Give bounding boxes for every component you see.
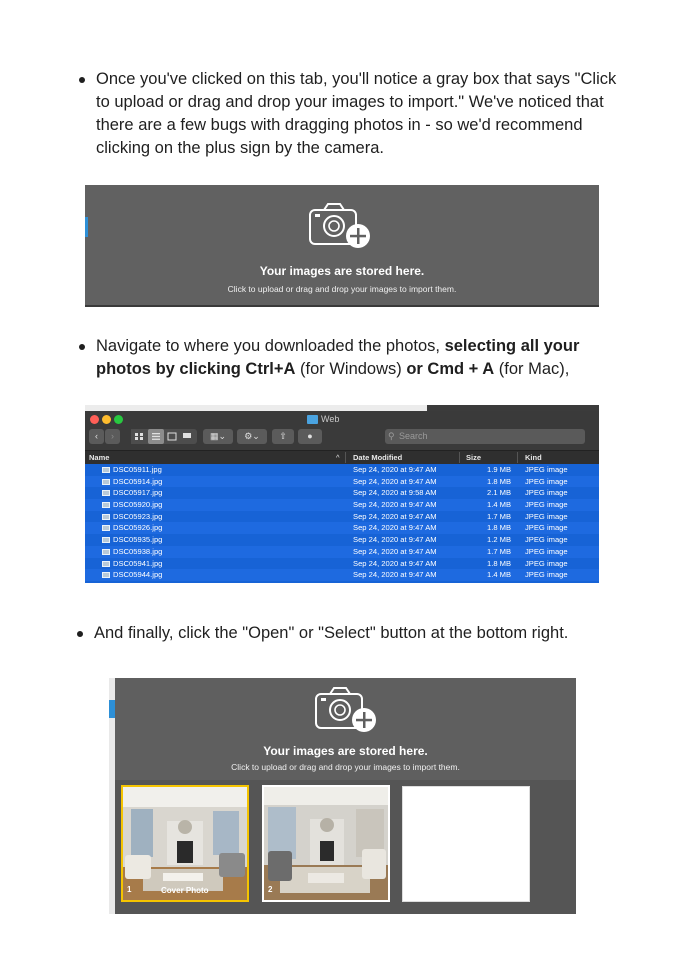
image-file-icon	[102, 525, 110, 531]
camera-plus-icon[interactable]	[313, 684, 383, 736]
file-kind: JPEG image	[525, 476, 568, 486]
instruction-step-1	[79, 68, 619, 160]
file-date: Sep 24, 2020 at 9:47 AM	[353, 570, 437, 580]
bullet-point	[77, 631, 83, 637]
step-3-text: And finally, click the "Open" or "Select" button at the bottom right.	[94, 624, 569, 642]
file-list	[85, 464, 599, 581]
file-date: Sep 24, 2020 at 9:47 AM	[353, 546, 437, 556]
image-file-icon	[102, 490, 110, 496]
instruction-step-3	[77, 622, 617, 645]
step-2-bold-b: or Cmd + A	[406, 360, 495, 378]
partial-file-row	[85, 581, 599, 583]
file-size: 1.2 MB	[487, 535, 512, 545]
file-kind: JPEG image	[525, 511, 568, 521]
search-input[interactable]	[385, 429, 585, 444]
blue-tab-indicator	[109, 700, 115, 718]
icon-view-icon[interactable]	[131, 429, 197, 444]
photo-thumbnail[interactable]	[121, 785, 249, 902]
step-2-text-a: Navigate to where you downloaded the photos,	[96, 337, 445, 355]
step-2-text-c: (for Mac),	[494, 360, 570, 378]
file-row[interactable]	[85, 464, 599, 476]
image-file-icon	[102, 561, 110, 567]
file-name: DSC05935.jpg	[113, 535, 163, 545]
minimize-window-button[interactable]	[102, 415, 111, 424]
thumbnail-number: 2	[268, 885, 273, 894]
step-2-text-b: (for Windows)	[295, 360, 407, 378]
column-kind[interactable]: Kind	[525, 453, 542, 462]
folder-icon	[307, 415, 318, 424]
file-size: 1.4 MB	[487, 500, 512, 510]
image-file-icon	[102, 479, 110, 485]
file-name: DSC05926.jpg	[113, 523, 163, 533]
file-name: DSC05914.jpg	[113, 476, 163, 486]
file-size: 1.7 MB	[487, 511, 512, 521]
upload-dropzone-screenshot	[85, 185, 599, 307]
camera-plus-icon[interactable]	[307, 200, 377, 252]
bullet-point	[79, 77, 85, 83]
instruction-step-2	[79, 335, 619, 381]
file-date: Sep 24, 2020 at 9:47 AM	[353, 511, 437, 521]
step-2-bold-a: selecting all your photos by clicking Ctrl+A	[96, 337, 580, 378]
upload-subtitle[interactable]: Click to upload or drag and drop your images to import them.	[231, 762, 460, 772]
living-room-photo	[264, 787, 388, 900]
file-kind: JPEG image	[525, 488, 568, 498]
thumbnail-number: 1	[127, 885, 132, 894]
blue-tab-indicator	[85, 217, 88, 237]
file-size: 1.8 MB	[487, 523, 512, 533]
action-gear-button[interactable]: ⚙⌄	[237, 429, 267, 444]
image-file-icon	[102, 572, 110, 578]
column-date-modified[interactable]: Date Modified	[353, 453, 403, 462]
file-row[interactable]	[85, 499, 599, 511]
finder-window-screenshot	[85, 405, 599, 583]
window-title: Web	[321, 414, 340, 424]
file-name: DSC05944.jpg	[113, 570, 163, 580]
file-row[interactable]	[85, 511, 599, 523]
file-kind: JPEG image	[525, 465, 568, 474]
living-room-photo	[123, 787, 247, 900]
file-size: 1.8 MB	[487, 476, 512, 486]
file-row[interactable]	[85, 522, 599, 534]
cover-photo-label: Cover Photo	[161, 886, 209, 895]
file-size: 1.8 MB	[487, 558, 512, 568]
photo-thumbnail[interactable]	[262, 785, 390, 902]
upload-title: Your images are stored here.	[263, 744, 428, 758]
file-name: DSC05920.jpg	[113, 500, 163, 510]
column-size[interactable]: Size	[466, 453, 482, 462]
step-1-text: Once you've clicked on this tab, you'll notice a gray box that says "Click to upload or drag and drop your images to import." We've noticed that there are a few bugs with dragging photos in - so we'd recommend clicking on the plus sign by the camera.	[96, 70, 617, 157]
group-by-button[interactable]: ▦⌄	[203, 429, 233, 444]
file-name: DSC05941.jpg	[113, 558, 163, 568]
image-file-icon	[102, 549, 110, 555]
file-row[interactable]	[85, 546, 599, 558]
file-date: Sep 24, 2020 at 9:58 AM	[353, 488, 437, 498]
file-row[interactable]	[85, 558, 599, 570]
file-name: DSC05911.jpg	[113, 465, 162, 474]
search-icon: ⚲	[388, 431, 395, 441]
image-file-icon	[102, 514, 110, 520]
file-size: 1.9 MB	[487, 465, 512, 474]
tag-button[interactable]: ●	[298, 429, 322, 444]
file-name: DSC05938.jpg	[113, 546, 163, 556]
file-row[interactable]	[85, 476, 599, 488]
share-button[interactable]: ⇧	[272, 429, 294, 444]
file-date: Sep 24, 2020 at 9:47 AM	[353, 476, 437, 486]
bullet-point	[79, 344, 85, 350]
file-kind: JPEG image	[525, 523, 568, 533]
file-kind: JPEG image	[525, 570, 568, 580]
file-size: 1.7 MB	[487, 546, 512, 556]
close-window-button[interactable]	[90, 415, 99, 424]
file-kind: JPEG image	[525, 500, 568, 510]
file-date: Sep 24, 2020 at 9:47 AM	[353, 465, 437, 474]
back-button[interactable]: ‹	[89, 429, 104, 444]
image-file-icon	[102, 467, 110, 473]
column-name[interactable]: Name	[89, 453, 110, 462]
file-row[interactable]	[85, 569, 599, 581]
file-date: Sep 24, 2020 at 9:47 AM	[353, 535, 437, 545]
file-size: 1.4 MB	[487, 570, 512, 580]
column-header-row	[85, 451, 599, 464]
view-mode-segmented-control[interactable]	[131, 429, 197, 444]
file-date: Sep 24, 2020 at 9:47 AM	[353, 523, 437, 533]
finder-titlebar	[85, 411, 599, 451]
sort-indicator-icon: ^	[336, 453, 340, 462]
file-kind: JPEG image	[525, 535, 568, 545]
file-date: Sep 24, 2020 at 9:47 AM	[353, 558, 437, 568]
upload-subtitle[interactable]: Click to upload or drag and drop your images to import them.	[227, 284, 457, 294]
file-row[interactable]	[85, 487, 599, 499]
search-placeholder: Search	[399, 431, 428, 441]
zoom-window-button[interactable]	[114, 415, 123, 424]
file-row[interactable]	[85, 534, 599, 546]
file-size: 2.1 MB	[487, 488, 512, 498]
upload-title: Your images are stored here.	[259, 264, 425, 278]
empty-thumbnail-slot[interactable]	[402, 786, 530, 902]
file-name: DSC05917.jpg	[113, 488, 163, 498]
file-name: DSC05923.jpg	[113, 511, 163, 521]
image-file-icon	[102, 502, 110, 508]
file-kind: JPEG image	[525, 558, 568, 568]
file-kind: JPEG image	[525, 546, 568, 556]
image-file-icon	[102, 537, 110, 543]
file-date: Sep 24, 2020 at 9:47 AM	[353, 500, 437, 510]
forward-button[interactable]: ›	[105, 429, 120, 444]
